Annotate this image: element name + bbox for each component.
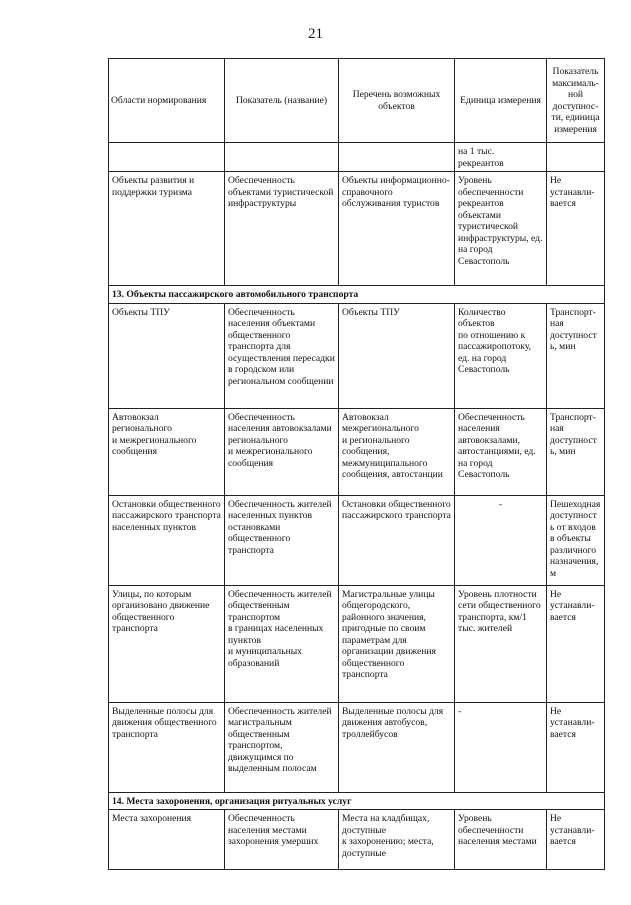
- table-cell: Обеспеченность населения автовокзалами, автостанциями, ед. на город Севастополь: [455, 408, 547, 495]
- table-cell: Обеспеченность населения автовокзалами регионального и межрегионального сообщения: [225, 408, 339, 495]
- header-area: Области нормирования: [109, 59, 225, 143]
- table-cell: Обеспеченность жителей магистральным общественным транспортом, движущимся по выделенным полосам: [225, 702, 339, 792]
- section-title: 13. Объекты пассажирского автомобильного транспорта: [109, 286, 605, 304]
- table-row: [109, 303, 605, 408]
- norms-table: [108, 58, 605, 870]
- table-row: [109, 143, 605, 172]
- table-cell: [225, 143, 339, 172]
- table-cell: Не устанавли-вается: [547, 172, 605, 286]
- table-cell: Магистральные улицы общегородского, районного значения, пригодные по своим параметрам для организации движения общественного транспорта: [339, 585, 455, 702]
- table-row: [109, 172, 605, 286]
- header-objects: Перечень возможных объектов: [339, 59, 455, 143]
- table-cell: Пешеходная доступность от входов в объекты различного назначения, м: [547, 495, 605, 585]
- table-cell: Объекты ТПУ: [339, 303, 455, 408]
- table-cell: Выделенные полосы для движения автобусов, троллейбусов: [339, 702, 455, 792]
- table-cell: Не устанавли-вается: [547, 702, 605, 792]
- table-cell: Объекты ТПУ: [109, 303, 225, 408]
- table-cell: [109, 143, 225, 172]
- table-row: [109, 702, 605, 792]
- table-header-row: [109, 59, 605, 143]
- table-cell: Обеспеченность населения объектами общественного транспорта для осуществления пересадки в городском или региональном сообщении: [225, 303, 339, 408]
- table-cell: Транспорт-ная доступность, мин: [547, 303, 605, 408]
- table-cell: Места на кладбищах, доступные к захоронению; места, доступные: [339, 810, 455, 870]
- table-row: [109, 585, 605, 702]
- table-cell: Обеспеченность населения местами захоронения умерших: [225, 810, 339, 870]
- table-body: [109, 143, 605, 870]
- table-cell: Обеспеченность жителей общественным транспортом в границах населенных пунктов и муниципальных образований: [225, 585, 339, 702]
- table-cell: [547, 143, 605, 172]
- section-row: [109, 286, 605, 304]
- table-cell: Не устанавли-вается: [547, 810, 605, 870]
- table-row: [109, 408, 605, 495]
- section-title: 14. Места захоронения, организация ритуальных услуг: [109, 792, 605, 810]
- table-cell: [339, 143, 455, 172]
- table-row: [109, 495, 605, 585]
- table-cell: Объекты информационно-справочного обслуживания туристов: [339, 172, 455, 286]
- page-number: 21: [308, 26, 323, 42]
- table-cell: -: [455, 702, 547, 792]
- table-row: [109, 810, 605, 870]
- table-cell: Остановки общественного пассажирского транспорта населенных пунктов: [109, 495, 225, 585]
- table-cell: Не устанавли-вается: [547, 585, 605, 702]
- table-cell: Уровень обеспеченности рекреантов объектами туристической инфраструктуры, ед. на город Севастополь: [455, 172, 547, 286]
- header-unit: Единица измерения: [455, 59, 547, 143]
- table-cell: Транспорт-ная доступность, мин: [547, 408, 605, 495]
- table-cell: на 1 тыс. рекреантов: [455, 143, 547, 172]
- table-cell: Обеспеченность объектами туристической инфраструктуры: [225, 172, 339, 286]
- table-cell: Уровень обеспеченности населения местами: [455, 810, 547, 870]
- table-cell: Автовокзал межрегионального и регионального сообщения, межмуниципального сообщения, автостанции: [339, 408, 455, 495]
- table-cell: Количество объектов по отношению к пассажиропотоку, ед. на город Севастополь: [455, 303, 547, 408]
- table-cell: -: [455, 495, 547, 585]
- table-cell: Выделенные полосы для движения общественного транспорта: [109, 702, 225, 792]
- table-cell: Уровень плотности сети общественного транспорта, км/1 тыс. жителей: [455, 585, 547, 702]
- table-cell: Улицы, по которым организовано движение общественного транспорта: [109, 585, 225, 702]
- section-row: [109, 792, 605, 810]
- table-cell: Места захоронения: [109, 810, 225, 870]
- header-indicator: Показатель (название): [225, 59, 339, 143]
- table-cell: Обеспеченность жителей населенных пунктов остановками общественного транспорта: [225, 495, 339, 585]
- header-max-access: Показатель максималь-ной доступнос-ти, единица измерения: [547, 59, 605, 143]
- table-cell: Объекты развития и поддержки туризма: [109, 172, 225, 286]
- table-cell: Остановки общественного пассажирского транспорта: [339, 495, 455, 585]
- table-cell: Автовокзал регионального и межрегионального сообщения: [109, 408, 225, 495]
